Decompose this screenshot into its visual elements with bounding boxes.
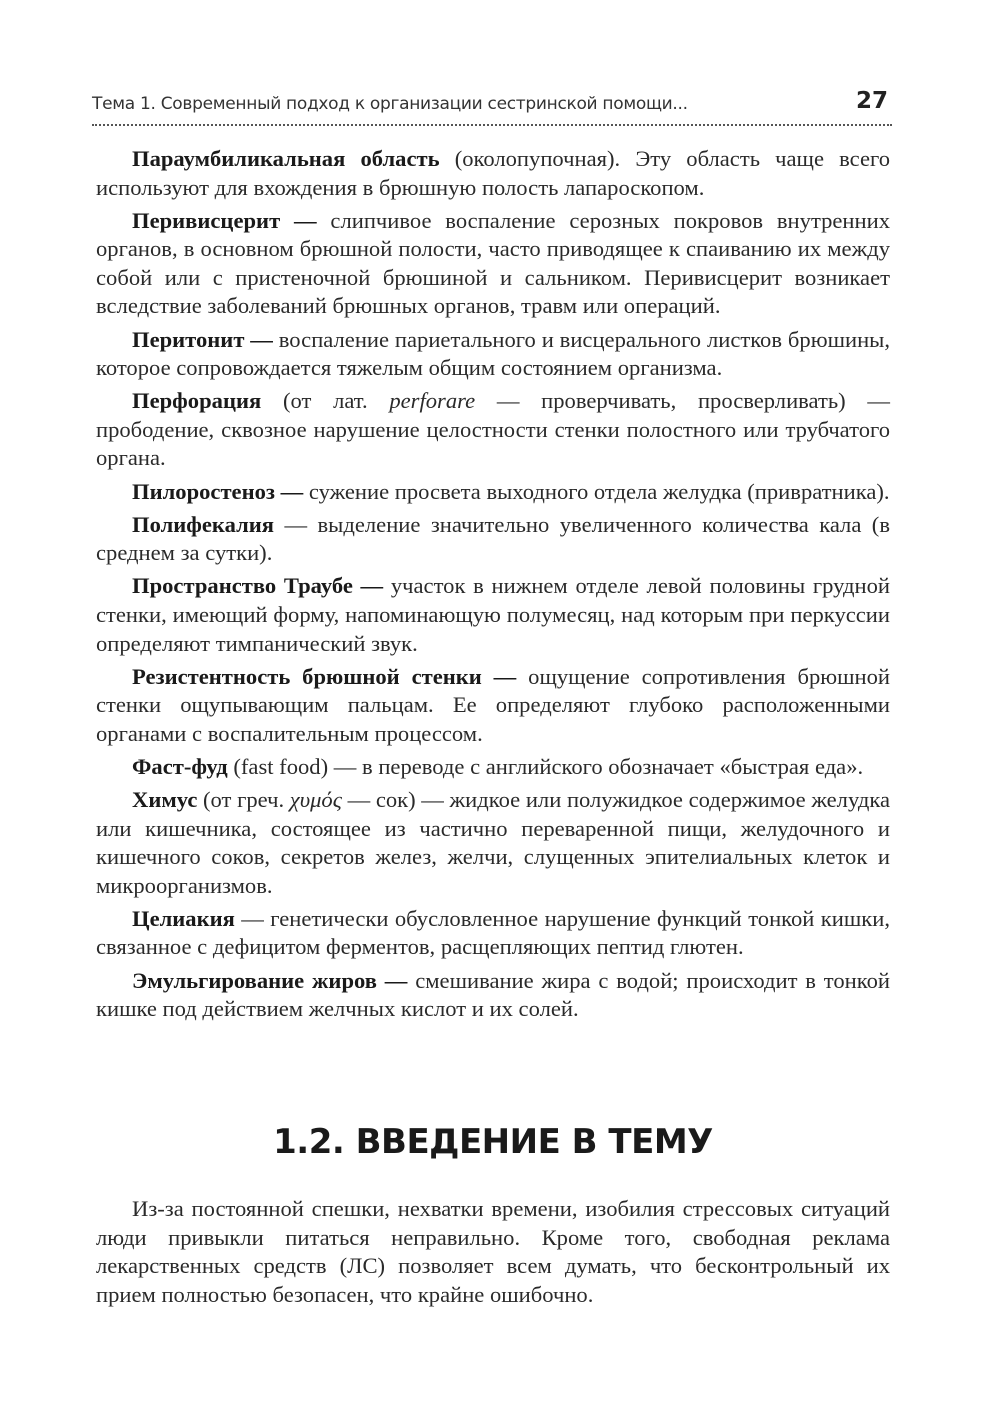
glossary-term: Перфорация: [132, 388, 262, 414]
glossary-definition: (от лат.: [261, 388, 390, 414]
glossary-term: Целиакия: [132, 905, 235, 931]
glossary-term: Пилоростеноз —: [132, 478, 304, 504]
glossary-definition: (fast food) — в переводе с английского обозначает «быстрая еда».: [227, 753, 864, 779]
glossary-term: Пространство Траубе —: [132, 573, 384, 599]
glossary-term: Химус: [132, 786, 198, 812]
running-title: Тема 1. Современный подход к организации сестринской помощи...: [92, 94, 688, 114]
glossary-entry-celiac: [96, 905, 890, 962]
glossary-entry-peritonitis: [96, 326, 890, 383]
glossary-definition: смешивание жира с водой; происходит в тонкой кишке под действием желчных кислот и их солей.: [96, 967, 890, 1022]
section-intro: Из-за постоянной спешки, нехватки времени, изобилия стрессовых ситуаций люди привыкли питаться неправильно. Кроме того, свободная реклама лекарственных средств (ЛС) позволяет всем думать, что бесконтрольный их прием полностью безопасен, что крайне ошибочно.: [96, 1196, 890, 1307]
section-heading: 1.2. ВВЕДЕНИЕ В ТЕМУ: [273, 1122, 713, 1162]
glossary: [96, 145, 890, 1028]
glossary-term: Перивисцерит —: [132, 207, 317, 233]
glossary-definition: участок в нижнем отделе левой половины грудной стенки, имеющий форму, напоминающую полумесяц, над которым при перкуссии определяют тимпанический звук.: [96, 573, 890, 656]
glossary-entry-fast-food: [96, 753, 890, 782]
header-divider: [92, 124, 892, 126]
glossary-entry-chyme: [96, 786, 890, 900]
glossary-term: Эмульгирование жиров —: [132, 967, 408, 993]
glossary-definition: (от греч.: [197, 786, 290, 812]
page-number: 27: [855, 88, 888, 114]
glossary-term: Фаст-фуд: [132, 753, 228, 779]
glossary-definition-cont: — сок) — жидкое или полужидкое содержимое желудка или кишечника, состоящее из частично переваренной пищи, желудочного и кишечного соков, секретов желез, желчи, слущенных эпителиальных клеток и микроорганизмов.: [96, 786, 890, 898]
glossary-definition: (околопупочная). Эту область чаще всего используют для вхождения в брюшную полость лапароскопом.: [96, 146, 891, 200]
glossary-definition: — выделение значительно увеличенного количества кала (в среднем за сутки).: [96, 511, 890, 566]
glossary-entry-polyfecalia: [96, 511, 890, 568]
glossary-definition: — генетически обусловленное нарушение функций тонкой кишки, связанное с дефицитом ферментов, расщепляющих пептид глютен.: [96, 905, 890, 960]
glossary-entry-pylorostenosis: [96, 478, 890, 507]
glossary-definition: воспаление париетального и висцерального листков брюшины, которое сопровождается тяжелым общим состоянием организма.: [96, 326, 890, 381]
glossary-term: Полифекалия: [132, 511, 275, 537]
greek-word: χυμός: [289, 786, 342, 812]
glossary-term: Параумбиликальная область: [132, 146, 440, 171]
glossary-entry-paraumbilical: [96, 145, 890, 202]
glossary-definition: сужение просвета выходного отдела желудка (привратника).: [303, 478, 890, 504]
glossary-term: Перитонит —: [132, 326, 273, 352]
glossary-definition: слипчивое воспаление серозных покровов внутренних органов, в основном брюшной полости, часто приводящее к спаиванию их между собой или с пристеночной брюшиной и сальником. Перивисцерит возникает вследствие заболеваний брюшных органов, травм или операций.: [96, 207, 890, 319]
glossary-entry-traube-space: [96, 572, 890, 658]
glossary-entry-emulsification: [96, 967, 890, 1024]
page-header: [92, 88, 892, 128]
glossary-term: Резистентность брюшной стенки —: [132, 663, 517, 689]
glossary-entry-perivisceritis: [96, 207, 890, 321]
glossary-definition-cont: — проверчивать, просверливать) — прободение, сквозное нарушение целостности стенки полостного или трубчатого органа.: [96, 388, 890, 471]
glossary-entry-abdominal-resistance: [96, 663, 890, 749]
glossary-definition: ощущение сопротивления брюшной стенки ощупывающим пальцам. Ее определяют глубоко расположенными органами с воспалительным процессом.: [96, 663, 890, 746]
glossary-entry-perforation: [96, 387, 890, 473]
latin-word: perforare: [389, 388, 497, 414]
